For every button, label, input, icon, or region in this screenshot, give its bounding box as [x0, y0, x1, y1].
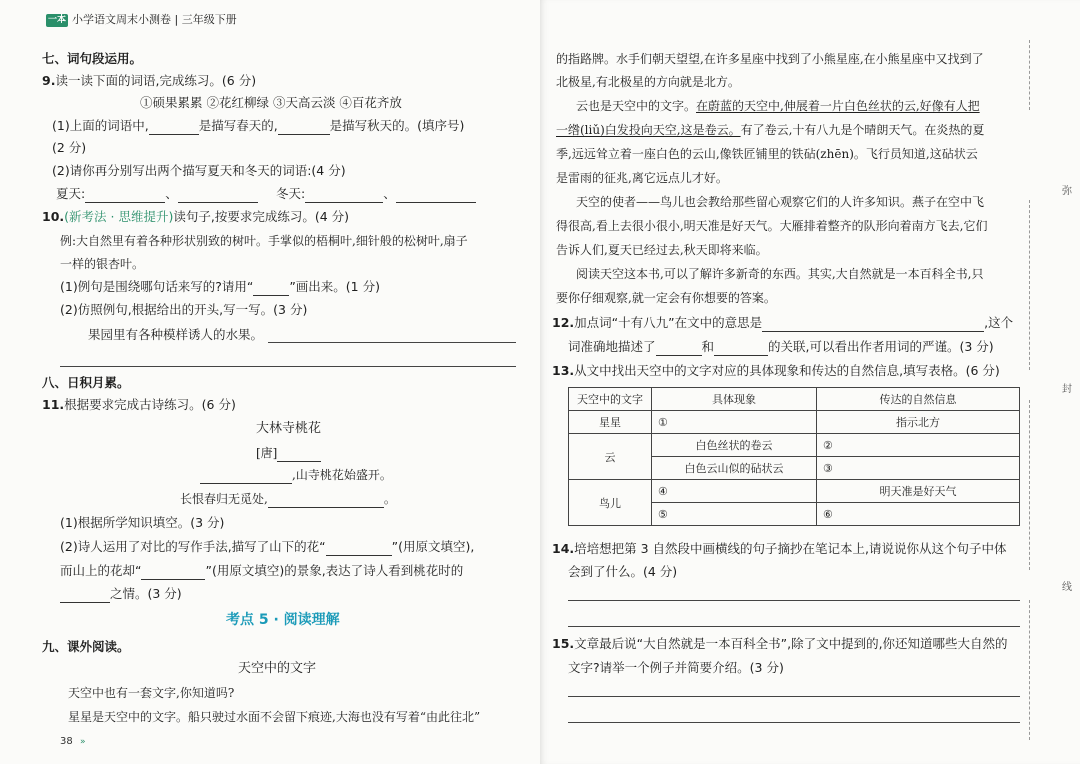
header-separator: | [174, 13, 179, 26]
new-method-tag: (新考法 · 思维提升) [64, 209, 174, 224]
q9-part1-score: (2 分) [52, 140, 87, 155]
question-14 [552, 540, 1007, 558]
bird-info: 明天准是好天气 [817, 480, 1020, 503]
poet-blank[interactable] [277, 447, 321, 462]
running-header [72, 11, 237, 29]
poem-line-1-text: ,山寺桃花始盛开。 [292, 468, 392, 482]
dynasty-label: [唐] [256, 446, 278, 460]
question-number: 9. [42, 73, 56, 88]
q9-part2: (2)请你再分别写出两个描写夏天和冬天的词语:(4 分) [52, 163, 346, 178]
article-line-r8: 得很高,看上去很小很小,明天准是好天气。大雁排着整齐的队形向着南方飞去,它们 [556, 219, 988, 233]
question-13 [552, 362, 1000, 380]
question-10 [42, 208, 349, 226]
poem-blank-2[interactable] [268, 493, 384, 508]
question-number: 11. [42, 397, 65, 412]
autumn-answer-blank[interactable] [278, 120, 330, 135]
q14-answer-line-1[interactable] [568, 600, 1020, 601]
article-line-r7: 天空的使者——鸟儿也会教给那些留心观察它们的人许多知识。燕子在空中飞 [576, 195, 985, 209]
article-para-1: 天空中也有一套文字,你知道吗? [68, 686, 235, 700]
question-10-prompt: 读句子,按要求完成练习。(4 分) [173, 209, 349, 224]
star-info: 指示北方 [817, 411, 1020, 434]
question-number: 12. [552, 315, 575, 330]
table-header-row [569, 388, 1020, 411]
q12-c: 词准确地描述了 [568, 339, 656, 354]
q11-part2-line2 [60, 562, 463, 580]
right-page [540, 0, 1080, 764]
seal-line [1029, 600, 1030, 740]
article-line-r2: 北极星,有北极星的方向就是北方。 [556, 75, 740, 89]
row-label-star: 星星 [569, 411, 652, 434]
q12-line2 [568, 338, 994, 356]
q13-prompt: 从文中找出天空中的文字对应的具体现象和传达的自然信息,填写表格。(6 分) [574, 363, 1000, 378]
q15-line2: 文字?请举一个例子并简要介绍。(3 分) [568, 660, 784, 675]
row-label-bird: 鸟儿 [569, 480, 652, 526]
article-line-r4 [556, 121, 984, 139]
section-7-heading: 七、词句段运用。 [42, 51, 143, 66]
winter-blank-1[interactable] [305, 188, 383, 203]
r4-underlined: 一绺(liǔ)白发投向天空,这是卷云。 [556, 123, 741, 137]
q11-part2-d: ”(用原文填空)的景象,表达了诗人看到桃花时的 [205, 563, 464, 578]
margin-mark-xian: 线 [1062, 582, 1072, 593]
q9-part1-a: (1)上面的词语中, [52, 118, 149, 133]
q10-answer-line-2[interactable] [60, 366, 516, 367]
table-row [569, 411, 1020, 434]
question-9-prompt: 读一读下面的词语,完成练习。(6 分) [55, 73, 257, 88]
question-number: 15. [552, 636, 575, 651]
poem-line-2 [180, 490, 396, 508]
table-header: 传达的自然信息 [817, 388, 1020, 411]
q12-b: ,这个 [984, 315, 1014, 330]
article-line-r1: 的指路牌。水手们朝天望望,在许多星座中找到了小熊星座,在小熊星座中又找到了 [556, 52, 984, 66]
cell-blank-4[interactable]: ④ [652, 480, 817, 503]
cloud-phenomenon-2: 白色云山似的砧状云 [652, 457, 817, 480]
page-number: 38 [60, 736, 73, 747]
comma: 、 [383, 186, 396, 201]
q10-example-line2: 一样的银杏叶。 [60, 257, 145, 271]
cell-blank-1[interactable]: ① [652, 411, 817, 434]
question-15 [552, 635, 1008, 653]
q10-sentence-start: 果园里有各种模样诱人的水果。 [88, 327, 264, 342]
cell-blank-2[interactable]: ② [817, 434, 1020, 457]
poem-title: 大林寺桃花 [256, 421, 322, 436]
series-name: 小学语文周末小测卷 [72, 13, 171, 26]
seal-line [1029, 40, 1030, 110]
cloud-phenomenon-1: 白色丝状的卷云 [652, 434, 817, 457]
grade-label: 三年级下册 [181, 13, 237, 26]
q11-part2-e: 之情。(3 分) [110, 586, 182, 601]
q14-line2: 会到了什么。(4 分) [568, 564, 678, 579]
spring-answer-blank[interactable] [149, 120, 199, 135]
poem-line-2-text: 长恨春归无觅处, [180, 492, 268, 506]
q10-part1-b: ”画出来。(1 分) [289, 279, 380, 294]
poem-blank-1[interactable] [200, 469, 292, 484]
article-line-r5: 季,远远耸立着一座白色的云山,像铁匠铺里的铁砧(zhēn)。飞行员知道,这砧状云 [556, 147, 978, 161]
summer-blank-2[interactable] [178, 188, 258, 203]
feeling-blank[interactable] [60, 588, 110, 603]
q10-part1 [60, 278, 380, 296]
q12-blank-2[interactable] [714, 341, 768, 356]
q9-part1 [52, 117, 464, 135]
q11-part2-b: ”(用原文填空), [391, 539, 475, 554]
q15-answer-line-2[interactable] [568, 722, 1020, 723]
summer-row [56, 185, 258, 203]
summer-blank-1[interactable] [85, 188, 165, 203]
summer-label: 夏天: [56, 186, 86, 201]
table-header: 具体现象 [652, 388, 817, 411]
q12-a: 加点词“十有八九”在文中的意思是 [574, 315, 763, 330]
underline-mark-blank [253, 281, 289, 296]
margin-mark-mi: 弥 [1062, 186, 1072, 197]
r3-underlined: 在蔚蓝的天空中,伸展着一片白色丝状的云,好像有人把 [696, 99, 980, 113]
article-line-r3 [576, 97, 980, 115]
row-label-cloud: 云 [569, 434, 652, 480]
r4-plain: 有了卷云,十有八九是个晴朗天气。在炎热的夏 [740, 123, 985, 137]
table-row [569, 480, 1020, 503]
comma: 、 [165, 186, 178, 201]
q11-part2-c: 而山上的花却“ [60, 563, 142, 578]
article-para-2: 星星是天空中的文字。船只驶过水面不会留下痕迹,大海也没有写着“由此往北” [68, 710, 481, 724]
cell-blank-3[interactable]: ③ [817, 457, 1020, 480]
q12-e: 的关联,可以看出作者用词的严谨。(3 分) [768, 339, 994, 354]
question-12 [552, 314, 1013, 332]
q14-answer-line-2[interactable] [568, 626, 1020, 627]
seal-line [1029, 200, 1030, 370]
winter-blank-2[interactable] [396, 188, 476, 203]
q11-part2-line1 [60, 538, 474, 556]
sky-text-table [568, 387, 1020, 526]
question-9 [42, 72, 256, 90]
poem-line-1 [200, 466, 392, 484]
article-line-r10: 阅读天空这本书,可以了解许多新奇的东西。其实,大自然就是一本百科全书,只 [576, 267, 984, 281]
article-title: 天空中的文字 [238, 661, 317, 676]
q10-answer-line-1[interactable] [268, 342, 516, 343]
q11-part2-a: (2)诗人运用了对比的写作手法,描写了山下的花“ [60, 539, 326, 554]
winter-row [276, 185, 476, 203]
article-line-r6: 是雷雨的征兆,离它远点儿才好。 [556, 171, 728, 185]
question-number: 13. [552, 363, 575, 378]
poem-dynasty [256, 444, 321, 462]
margin-mark-feng: 封 [1062, 384, 1072, 395]
r3-plain: 云也是天空中的文字。 [576, 99, 697, 113]
series-logo: 一本 [47, 15, 66, 25]
question-11-prompt: 根据要求完成古诗练习。(6 分) [64, 397, 236, 412]
q9-part1-c: 是描写秋天的。(填序号) [329, 118, 465, 133]
question-number: 14. [552, 541, 575, 556]
q9-part1-b: 是描写春天的, [198, 118, 278, 133]
question-11 [42, 396, 236, 414]
cell-blank-6[interactable]: ⑥ [817, 503, 1020, 526]
cell-blank-5[interactable]: ⑤ [652, 503, 817, 526]
poem-line-2-end: 。 [383, 492, 396, 506]
section-9-heading: 九、课外阅读。 [42, 639, 130, 654]
q12-meaning-blank[interactable] [762, 317, 984, 332]
q10-example-line1: 例:大自然里有着各种形状别致的树叶。手掌似的梧桐叶,细针般的松树叶,扇子 [60, 234, 468, 248]
table-row [569, 434, 1020, 457]
q11-part2-line3 [60, 585, 182, 603]
upper-flower-blank[interactable] [141, 565, 205, 580]
section-8-heading: 八、日积月累。 [42, 375, 130, 390]
q15-answer-line-1[interactable] [568, 696, 1020, 697]
seal-line [1029, 400, 1030, 570]
q10-part1-a: (1)例句是围绕哪句话来写的?请用“ [60, 279, 254, 294]
q10-part2: (2)仿照例句,根据给出的开头,写一写。(3 分) [60, 302, 308, 317]
lower-flower-blank[interactable] [326, 541, 392, 556]
question-number: 10. [42, 209, 65, 224]
q12-d: 和 [701, 339, 715, 354]
q14-a: 培培想把第 3 自然段中画横线的句子摘抄在笔记本上,请说说你从这个句子中体 [574, 541, 1007, 556]
q9-word-options: ①硕果累累 ②花红柳绿 ③天高云淡 ④百花齐放 [140, 95, 402, 110]
kaodian-heading: 考点 5 · 阅读理解 [226, 612, 340, 628]
q15-a: 文章最后说“大自然就是一本百科全书”,除了文中提到的,你还知道哪些大自然的 [574, 636, 1008, 651]
q12-blank-1[interactable] [656, 341, 702, 356]
page-arrow-icon: » [80, 737, 86, 747]
article-line-r11: 要你仔细观察,就一定会有你想要的答案。 [556, 291, 776, 305]
table-header: 天空中的文字 [569, 388, 652, 411]
q11-part1: (1)根据所学知识填空。(3 分) [60, 515, 225, 530]
article-line-r9: 告诉人们,夏天已经过去,秋天即将来临。 [556, 243, 768, 257]
winter-label: 冬天: [276, 186, 306, 201]
